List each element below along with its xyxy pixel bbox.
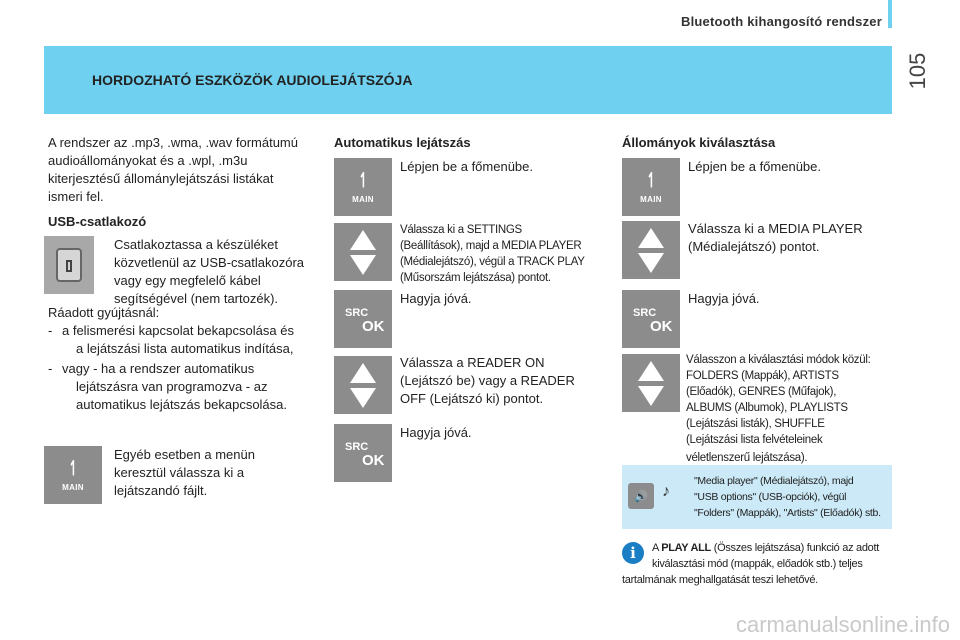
bullet-2: vagy - ha a rendszer automatikus lejátszásra van programozva - az automatikus lejátszás bekapcsolása. xyxy=(62,361,288,412)
info-icon: i xyxy=(622,542,644,564)
other-text: Egyéb esetben a menün keresztül válassza ki a lejátszandó fájlt. xyxy=(114,447,255,498)
arrow-up-icon xyxy=(638,228,664,248)
auto-step-5: Hagyja jóvá. xyxy=(400,425,472,440)
arrow-buttons xyxy=(334,356,392,414)
bullet-1: a felismerési kapcsolat bekapcsolása és a lejátszási lista automatikus indítása, xyxy=(62,323,294,356)
usb-heading: USB-csatlakozó xyxy=(48,214,147,229)
auto-step-1: Lépjen be a főmenübe. xyxy=(400,159,533,174)
info-text-rest: kiválasztási mód (mappák, előadók stb.) teljes tartalmának meghallgatását teszi lehetővé. xyxy=(622,558,863,586)
watermark: carmanualsonline.info xyxy=(735,612,950,637)
main-button: ↿ MAIN xyxy=(44,446,102,504)
info-text-first: A PLAY ALL (Összes lejátszása) funkció az adott xyxy=(652,542,879,554)
src-ok-button: SRC OK xyxy=(334,290,392,348)
header-title: Bluetooth kihangosító rendszer xyxy=(680,14,882,29)
voice-command-icon: ♪ xyxy=(662,483,670,500)
arrow-up-icon xyxy=(638,361,664,381)
bullet-dash-2: - xyxy=(48,361,53,376)
auto-step-3: Hagyja jóvá. xyxy=(400,291,472,306)
file-select-heading: Állományok kiválasztása xyxy=(622,135,776,150)
section-banner xyxy=(44,46,892,114)
src-ok-button: SRC OK xyxy=(622,290,680,348)
voice-command-text: "Media player" (Médialejátszó), majd "USB options" (USB-opciók), végül "Folders" (Mappák), "Artists" (Előadók) stb. xyxy=(694,475,881,519)
auto-step-4: Válassza a READER ON (Lejátszó be) vagy a READER OFF (Lejátszó ki) pontot. xyxy=(400,355,575,406)
auto-play-heading: Automatikus lejátszás xyxy=(334,135,471,150)
select-step-3: Hagyja jóvá. xyxy=(688,291,760,306)
arrow-buttons xyxy=(334,223,392,281)
auto-step-2: Válassza ki a SETTINGS (Beállítások), majd a MEDIA PLAYER (Médialejátszó), végül a TRACK PLAY (Műsorszám lejátszása) pontot. xyxy=(400,224,585,284)
usb-port-image xyxy=(44,236,94,294)
page-number: 105 xyxy=(905,52,930,90)
select-step-4: Válasszon a kiválasztási módok közül: FOLDERS (Mappák), ARTISTS (Előadók), GENRES (Műfajok), ALBUMS (Albumok), PLAYLISTS (Lejátszási listák), SHUFFLE (Lejátszási lista felvételeinek véletlenszerű lejátszása). xyxy=(686,354,871,464)
arrow-down-icon xyxy=(638,386,664,406)
arrow-up-icon xyxy=(350,363,376,383)
section-title: HORDOZHATÓ ESZKÖZÖK AUDIOLEJÁTSZÓJA xyxy=(92,72,413,88)
arrow-up-icon xyxy=(350,230,376,250)
usb-port-icon xyxy=(56,248,82,282)
arrow-down-icon xyxy=(638,253,664,273)
intro-text: A rendszer az .mp3, .wma, .wav formátumú audioállományokat és a .wpl, .m3u kiterjesztésű állománylejátszási listákat ismeri fel. xyxy=(48,135,298,204)
voice-command-box xyxy=(622,465,892,529)
main-button: ↿ MAIN xyxy=(622,158,680,216)
usb-text: Csatlakoztassa a készüléket közvetlenül az USB-csatlakozóra vagy egy megfelelő kábel segítségével (nem tartozék). xyxy=(114,237,305,306)
bullet-dash-1: - xyxy=(48,323,53,338)
main-button-icon: ↿ xyxy=(67,457,79,480)
arrow-down-icon xyxy=(350,388,376,408)
main-button-icon: ↿ xyxy=(645,169,657,192)
ignition-text: Ráadott gyújtásnál: xyxy=(48,305,160,320)
arrow-buttons xyxy=(622,221,680,279)
src-ok-button: SRC OK xyxy=(334,424,392,482)
voice-button-icon: 🔊 xyxy=(628,483,654,509)
main-button: ↿ MAIN xyxy=(334,158,392,216)
arrow-down-icon xyxy=(350,255,376,275)
select-step-2: Válassza ki a MEDIA PLAYER (Médialejátszó) pontot. xyxy=(688,221,863,254)
select-step-1: Lépjen be a főmenübe. xyxy=(688,159,821,174)
header-accent-bar xyxy=(888,0,892,28)
arrow-buttons xyxy=(622,354,680,412)
main-button-icon: ↿ xyxy=(357,169,369,192)
